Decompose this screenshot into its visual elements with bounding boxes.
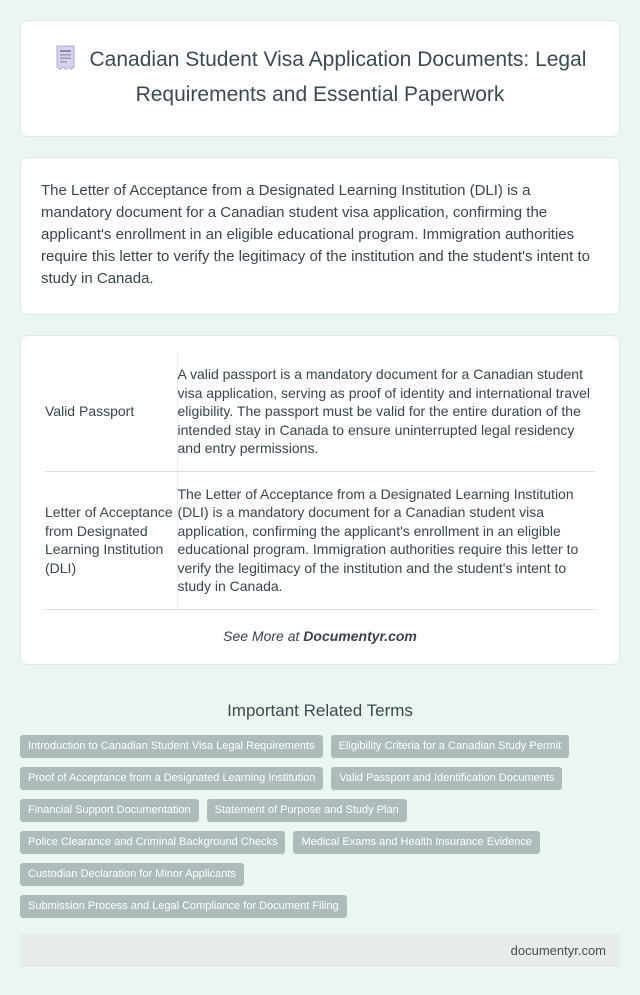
see-more-prefix: See More at xyxy=(223,627,304,644)
footer-bar xyxy=(20,934,620,967)
page-title xyxy=(45,45,595,110)
related-term-tag[interactable]: Submission Process and Legal Compliance for Document Filing xyxy=(20,895,347,918)
header-card xyxy=(20,20,620,137)
see-more-line xyxy=(45,628,595,644)
intro-card xyxy=(20,157,620,315)
see-more-site-link[interactable]: Documentyr.com xyxy=(303,627,417,644)
page-title-text: Canadian Student Visa Application Documents: Legal Requirements and Essential Paperwork xyxy=(89,48,587,106)
related-terms-list xyxy=(20,735,620,918)
related-term-tag[interactable]: Valid Passport and Identification Documents xyxy=(331,767,562,790)
tag-row xyxy=(20,767,620,790)
tag-row xyxy=(20,735,620,758)
term-label: Valid Passport xyxy=(45,352,177,471)
related-term-tag[interactable]: Proof of Acceptance from a Designated Learning Institution xyxy=(20,767,323,790)
tag-row xyxy=(20,863,620,886)
table-row xyxy=(45,352,595,471)
related-term-tag[interactable]: Eligibility Criteria for a Canadian Study Permit xyxy=(331,735,570,758)
definitions-table xyxy=(45,352,595,610)
receipt-icon xyxy=(54,45,78,80)
term-description: A valid passport is a mandatory document for a Canadian student visa application, serving as proof of identity and international travel eligibility. The passport must be valid for the entire duration of the intended stay in Canada to ensure uninterrupted legal residency and entry permissions. xyxy=(177,352,595,471)
related-term-tag[interactable]: Custodian Declaration for Minor Applicants xyxy=(20,863,244,886)
footer-site-link[interactable]: documentyr.com xyxy=(510,942,606,958)
related-terms-heading: Important Related Terms xyxy=(227,700,413,720)
related-term-tag[interactable]: Financial Support Documentation xyxy=(20,799,199,822)
term-description: The Letter of Acceptance from a Designated Learning Institution (DLI) is a mandatory document for a Canadian student visa application, confirming the applicant's enrollment in an eligible educational program. Immigration authorities require this letter to verify the legitimacy of the institution and the student's intent to study in Canada. xyxy=(177,471,595,609)
related-term-tag[interactable]: Introduction to Canadian Student Visa Legal Requirements xyxy=(20,735,323,758)
tag-row xyxy=(20,831,620,854)
term-label: Letter of Acceptance from Designated Learning Institution (DLI) xyxy=(45,471,177,609)
related-term-tag[interactable]: Police Clearance and Criminal Background Checks xyxy=(20,831,285,854)
definitions-card xyxy=(20,335,620,665)
tag-row xyxy=(20,799,620,822)
related-term-tag[interactable]: Statement of Purpose and Study Plan xyxy=(207,799,407,822)
tag-row xyxy=(20,895,620,918)
table-row xyxy=(45,471,595,609)
intro-paragraph: The Letter of Acceptance from a Designated Learning Institution (DLI) is a mandatory document for a Canadian student visa application, confirming the applicant's enrollment in an eligible educational program. Immigration authorities require this letter to verify the legitimacy of the institution and the student's intent to study in Canada. xyxy=(41,182,590,287)
related-term-tag[interactable]: Medical Exams and Health Insurance Evidence xyxy=(293,831,540,854)
